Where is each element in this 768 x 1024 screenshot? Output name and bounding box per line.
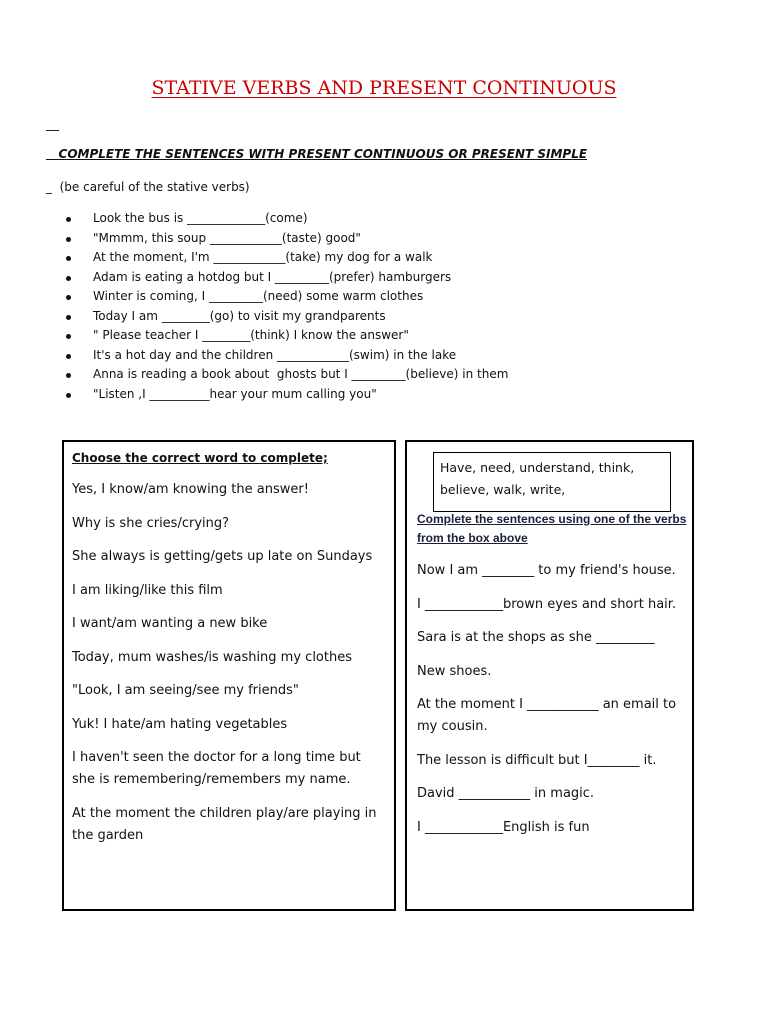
- choice-item: Yes, I know/am knowing the answer!: [72, 482, 309, 497]
- list-item: [66, 307, 508, 327]
- sentence-text: "Mmmm, this soup ____________(taste) good": [93, 230, 361, 245]
- choice-item: I am liking/like this film: [72, 582, 223, 598]
- fill-in-item: New shoes.: [417, 663, 492, 679]
- stative-verbs-note: _ (be careful of the stative verbs): [46, 180, 250, 194]
- fill-in-item: I ____________brown eyes and short hair.: [417, 596, 677, 612]
- sentence-text: "Listen ,I __________hear your mum calling you": [93, 386, 377, 401]
- choice-item: I haven't seen the doctor for a long time but she is remembering/remembers my name.: [72, 750, 361, 787]
- fill-in-item: At the moment I ___________ an email to my cousin.: [417, 697, 677, 734]
- choice-item: I want/am wanting a new bike: [72, 616, 268, 631]
- choice-item: Why is she cries/crying?: [72, 515, 230, 531]
- list-item: [66, 326, 508, 346]
- list-item: [66, 385, 508, 405]
- bullet-icon: [66, 354, 71, 359]
- fill-in-box: [405, 440, 694, 911]
- fill-in-item: Sara is at the shops as she _________: [417, 630, 655, 645]
- bullet-icon: [66, 334, 71, 339]
- sentence-list: [66, 209, 508, 404]
- choice-item: At the moment the children play/are playing in the garden: [72, 805, 377, 843]
- fill-in-item: Now I am ________ to my friend's house.: [417, 563, 676, 578]
- bullet-icon: [66, 276, 71, 281]
- bullet-icon: [66, 315, 71, 320]
- list-item: [66, 229, 508, 249]
- sentence-text: It's a hot day and the children ____________(swim) in the lake: [93, 347, 457, 362]
- instruction-heading: COMPLETE THE SENTENCES WITH PRESENT CONTINUOUS OR PRESENT SIMPLE: [46, 147, 588, 161]
- fill-in-item: David ___________ in magic.: [417, 786, 595, 801]
- bullet-icon: [66, 373, 71, 378]
- list-item: [66, 365, 508, 385]
- dash-mark: __: [46, 117, 59, 132]
- bullet-icon: [66, 295, 71, 300]
- bullet-icon: [66, 237, 71, 242]
- list-item: [66, 248, 508, 268]
- sentence-text: Adam is eating a hotdog but I _________(prefer) hamburgers: [93, 269, 452, 284]
- page-title: STATIVE VERBS AND PRESENT CONTINUOUS: [151, 77, 617, 99]
- list-item: [66, 346, 508, 366]
- fill-in-list: [417, 560, 687, 850]
- verb-bank: Have, need, understand, think, believe, walk, write,: [433, 452, 671, 512]
- sentence-text: Look the bus is _____________(come): [93, 211, 308, 225]
- fill-in-item: I ____________English is fun: [417, 819, 590, 835]
- list-item: [66, 268, 508, 288]
- choose-word-heading: Choose the correct word to complete;: [72, 451, 328, 465]
- sentence-text: Winter is coming, I _________(need) some warm clothes: [93, 289, 424, 303]
- bullet-icon: [66, 256, 71, 261]
- sentence-text: At the moment, I'm ____________(take) my dog for a walk: [93, 250, 433, 264]
- list-item: [66, 287, 508, 307]
- choice-item: "Look, I am seeing/see my friends": [72, 683, 299, 698]
- sentence-text: Anna is reading a book about ghosts but I _________(believe) in them: [93, 367, 509, 381]
- bullet-icon: [66, 393, 71, 398]
- list-item: [66, 209, 508, 229]
- bullet-icon: [66, 217, 71, 222]
- fill-in-heading: Complete the sentences using one of the verbs from the box above: [417, 512, 687, 545]
- choice-item: She always is getting/gets up late on Sundays: [72, 549, 373, 564]
- choice-item: Today, mum washes/is washing my clothes: [72, 649, 352, 665]
- sentence-text: " Please teacher I ________(think) I know the answer": [93, 328, 409, 342]
- sentence-text: Today I am ________(go) to visit my grandparents: [93, 308, 386, 323]
- choose-word-box: [62, 440, 396, 911]
- choice-item: Yuk! I hate/am hating vegetables: [72, 716, 288, 732]
- fill-in-item: The lesson is difficult but I________ it.: [417, 752, 657, 768]
